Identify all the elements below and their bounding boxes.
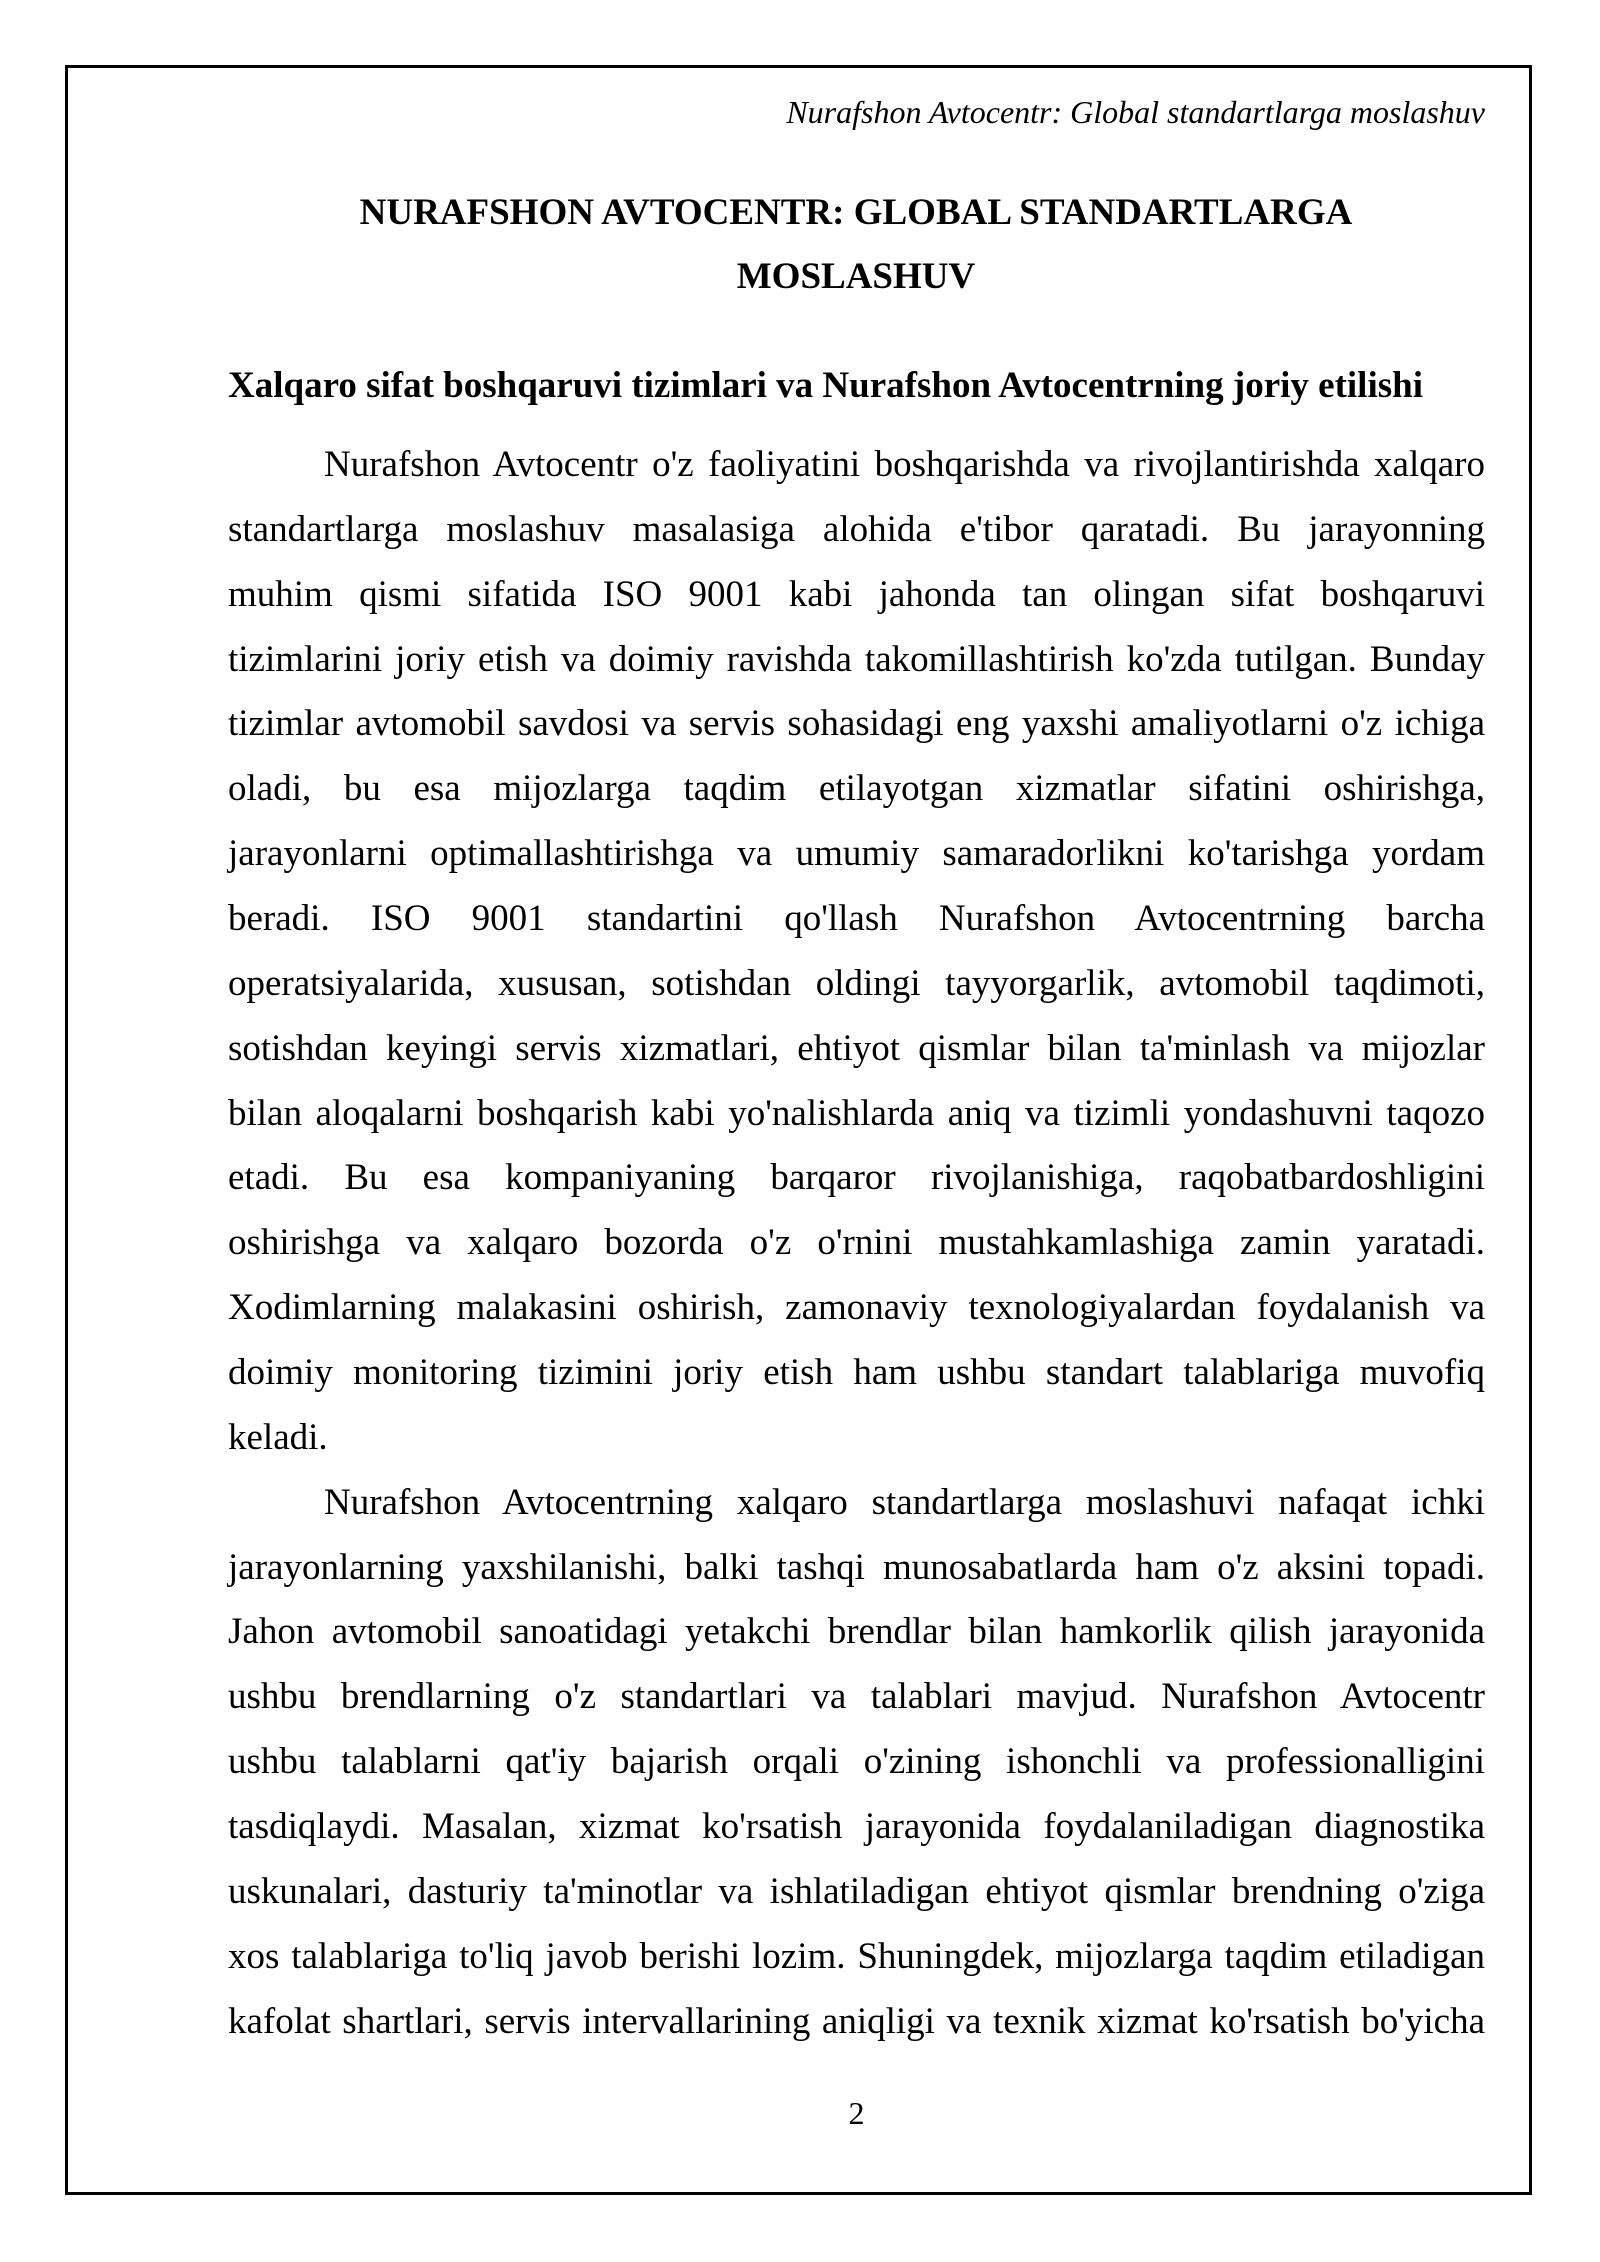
body-text-line: uskunalari, dasturiy ta'minotlar va ishlatiladigan ehtiyot qismlar brendning o'ziga	[228, 1870, 1485, 1912]
body-text-line: standartlarga moslashuv masalasiga alohida e'tibor qaratadi. Bu jarayonning	[228, 508, 1485, 550]
body-text-line: sotishdan keyingi servis xizmatlari, ehtiyot qismlar bilan ta'minlash va mijozlar	[228, 1027, 1485, 1069]
body-paragraph	[228, 1471, 1485, 2055]
body-text-line: jarayonlarni optimallashtirishga va umumiy samaradorlikni ko'tarishga yordam	[228, 833, 1485, 875]
body-text-line: tasdiqlaydi. Masalan, xizmat ko'rsatish jarayonida foydalaniladigan diagnostika	[228, 1806, 1485, 1848]
body-text-line: tizimlarini joriy etish va doimiy ravishda takomillashtirish ko'zda tutilgan. Bunday	[228, 638, 1485, 680]
body-paragraph	[228, 433, 1485, 1471]
body-text	[228, 433, 1485, 2054]
body-text-line: operatsiyalarida, xususan, sotishdan oldingi tayyorgarlik, avtomobil taqdimoti,	[228, 962, 1485, 1004]
body-text-line: jarayonlarning yaxshilanishi, balki tashqi munosabatlarda ham o'z aksini topadi.	[228, 1546, 1485, 1588]
body-text-line: bilan aloqalarni boshqarish kabi yo'nalishlarda aniq va tizimli yondashuvni taqozo	[228, 1092, 1485, 1134]
body-text-line: tizimlar avtomobil savdosi va servis sohasidagi eng yaxshi amaliyotlarni o'z ichiga	[228, 703, 1485, 745]
body-text-line: beradi. ISO 9001 standartini qo'llash Nurafshon Avtocentrning barcha	[228, 898, 1485, 940]
body-text-line: muhim qismi sifatida ISO 9001 kabi jahonda tan olingan sifat boshqaruvi	[228, 573, 1485, 615]
body-text-line: ushbu talablarni qat'iy bajarish orqali o'zining ishonchli va professionalligini	[228, 1741, 1485, 1783]
document-title: NURAFSHON AVTOCENTR: GLOBAL STANDARTLARGA MOSLASHUV	[359, 192, 1353, 297]
body-text-line: etadi. Bu esa kompaniyaning barqaror rivojlanishiga, raqobatbardoshligini	[228, 1157, 1485, 1199]
body-text-line: xos talablariga to'liq javob berishi lozim. Shuningdek, mijozlarga taqdim etiladigan	[228, 1935, 1485, 1977]
body-text-line: Xodimlarning malakasini oshirish, zamonaviy texnologiyalardan foydalanish va	[228, 1287, 1485, 1329]
body-text-line: oshirishga va xalqaro bozorda o'z o'rnini mustahkamlashiga zamin yaratadi.	[228, 1222, 1485, 1264]
section-heading: Xalqaro sifat boshqaruvi tizimlari va Nurafshon Avtocentrning joriy etilishi	[228, 365, 1423, 406]
body-text-line: Jahon avtomobil sanoatidagi yetakchi brendlar bilan hamkorlik qilish jarayonida	[228, 1611, 1485, 1653]
body-text-line: oladi, bu esa mijozlarga taqdim etilayotgan xizmatlar sifatini oshirishga,	[228, 768, 1485, 810]
body-text-line: keladi.	[228, 1416, 328, 1458]
body-text-line: doimiy monitoring tizimini joriy etish ham ushbu standart talablariga muvofiq	[228, 1352, 1485, 1394]
running-header: Nurafshon Avtocentr: Global standartlarga moslashuv	[786, 94, 1485, 130]
body-text-line: kafolat shartlari, servis intervallarining aniqligi va texnik xizmat ko'rsatish bo'yicha	[228, 2000, 1485, 2042]
body-text-line: ushbu brendlarning o'z standartlari va talablari mavjud. Nurafshon Avtocentr	[228, 1676, 1485, 1718]
body-text-line: Nurafshon Avtocentr o'z faoliyatini boshqarishda va rivojlantirishda xalqaro	[324, 444, 1485, 485]
body-text-line: Nurafshon Avtocentrning xalqaro standartlarga moslashuvi nafaqat ichki	[324, 1481, 1485, 1523]
page-number: 2	[848, 2095, 865, 2131]
